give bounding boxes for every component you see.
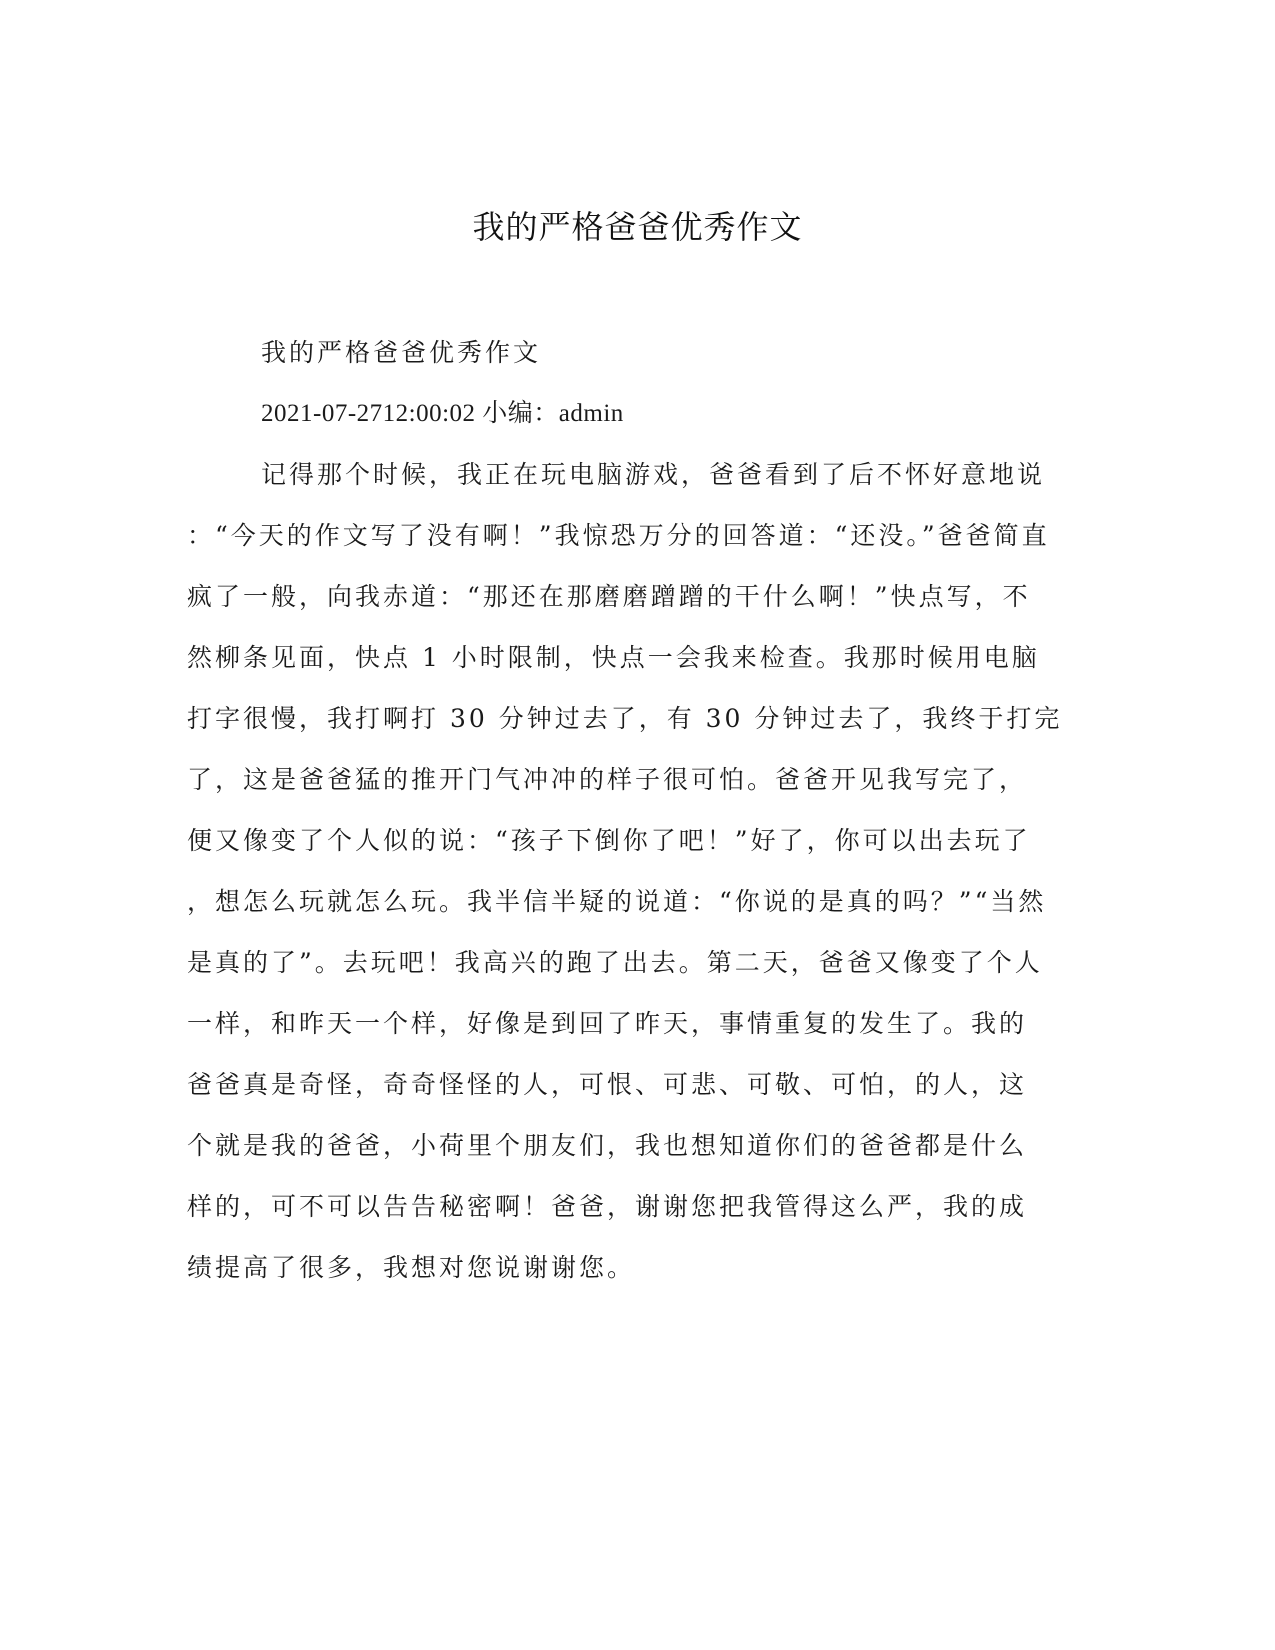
paragraph-line: 是真的了”。去玩吧！我高兴的跑了出去。第二天，爸爸又像变了个人 — [187, 948, 1043, 977]
paragraph-line: 一样，和昨天一个样，好像是到回了昨天，事情重复的发生了。我的 — [187, 1009, 1028, 1038]
paragraph-line: ：“今天的作文写了没有啊！”我惊恐万分的回答道：“还没。”爸爸简直 — [187, 521, 1050, 550]
paragraph-line: 疯了一般，向我赤道：“那还在那磨磨蹭蹭的干什么啊！”快点写，不 — [187, 582, 1031, 611]
paragraph-line: 便又像变了个人似的说：“孩子下倒你了吧！”好了，你可以出去玩了 — [187, 826, 1031, 855]
paragraph-line: 然柳条见面，快点 1 小时限制，快点一会我来检查。我那时候用电脑 — [187, 643, 1040, 672]
paragraph-line: 爸爸真是奇怪，奇奇怪怪的人，可恨、可悲、可敬、可怕，的人，这 — [187, 1070, 1028, 1099]
document-meta: 2021-07-2712:00:02 小编：admin — [261, 400, 624, 427]
paragraph-line: 了，这是爸爸猛的推开门气冲冲的样子很可怕。爸爸开见我写完了， — [187, 765, 1028, 794]
document-title: 我的严格爸爸优秀作文 — [472, 208, 803, 246]
paragraph-line: 样的，可不可以告告秘密啊！爸爸，谢谢您把我管得这么严，我的成 — [187, 1192, 1028, 1221]
paragraph-line: 记得那个时候，我正在玩电脑游戏，爸爸看到了后不怀好意地说 — [261, 460, 1046, 489]
paragraph-line: ，想怎么玩就怎么玩。我半信半疑的说道：“你说的是真的吗？”“当然 — [187, 887, 1047, 916]
paragraph-line: 打字很慢，我打啊打 30 分钟过去了，有 30 分钟过去了，我终于打完 — [187, 704, 1063, 733]
document-subtitle: 我的严格爸爸优秀作文 — [261, 338, 542, 367]
document-body — [187, 322, 1077, 1298]
paragraph-line: 个就是我的爸爸，小荷里个朋友们，我也想知道你们的爸爸都是什么 — [187, 1131, 1028, 1160]
paragraph-line: 绩提高了很多，我想对您说谢谢您。 — [187, 1253, 636, 1282]
